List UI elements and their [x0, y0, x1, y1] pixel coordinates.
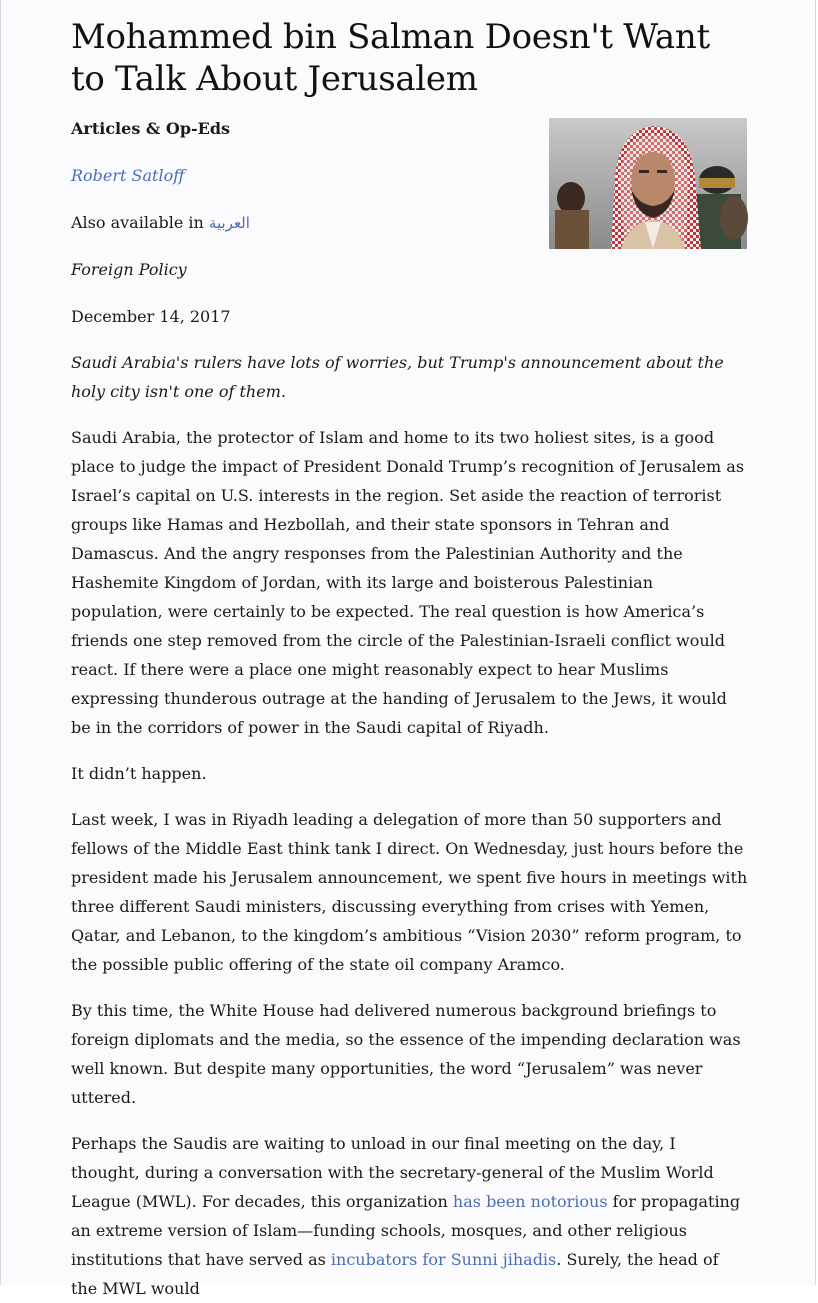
- paragraph-2: It didn’t happen.: [71, 764, 207, 783]
- hero-photo: [549, 118, 747, 249]
- paragraph-5-text-b: for propagating an extreme version of Islam—funding schools, mosques, and other religious institutions that have served as: [71, 1192, 741, 1269]
- paragraph-1: Saudi Arabia, the protector of Islam and home to its two holiest sites, is a good place to judge the impact of President Donald Trump’s recognition of Jerusalem as Israel’s capital on U.S. interests in the region. Set aside the reaction of terrorist groups like Hamas and Hezbollah, and their state sponsors in Tehran and Damascus. And the angry responses from the Palestinian Authority and the Hashemite Kingdom of Jordan, with its large and boisterous Palestinian population, were certainly to be expected. The real question is how America’s friends one step removed from the circle of the Palestinian-Israeli conflict would react. If there were a place one might reasonably expect to hear Muslims expressing thunderous outrage at the handing of Jerusalem to the Jews, it would be in the corridors of power in the Saudi capital of Riyadh.: [71, 428, 745, 737]
- article-meta: [71, 118, 749, 328]
- article-category: Articles & Op-Eds: [71, 119, 231, 138]
- incubators-link[interactable]: incubators for Sunni jihadis: [330, 1250, 557, 1269]
- notorious-link[interactable]: has been notorious: [452, 1192, 608, 1211]
- paragraph-5-text-a: Perhaps the Saudis are waiting to unload in our final meeting on the day, I thought, during a conversation with the secretary-general of the Muslim World League (MWL). For decades, this organization: [71, 1134, 714, 1211]
- paragraph-5: [71, 1129, 749, 1303]
- article-content: [71, 0, 749, 1303]
- publication-name: Foreign Policy: [71, 260, 187, 279]
- paragraph-3: Last week, I was in Riyadh leading a delegation of more than 50 supporters and fellows of the Middle East think tank I direct. On Wednesday, just hours before the president made his Jerusalem announcement, we spent five hours in meetings with three different Saudi ministers, discussing everything from crises with Yemen, Qatar, and Lebanon, to the kingdom’s ambitious “Vision 2030” reform program, to the possible public offering of the state oil company Aramco.: [71, 810, 748, 974]
- available-label: Also available in: [71, 213, 209, 232]
- paragraph-5-text-c: . Surely, the head of the MWL would: [71, 1250, 719, 1298]
- paragraph-4: By this time, the White House had delivered numerous background briefings to foreign diplomats and the media, so the essence of the impending declaration was well known. But despite many opportunities, the word “Jerusalem” was never uttered.: [71, 1001, 741, 1107]
- article-title: Mohammed bin Salman Doesn't Want to Talk About Jerusalem: [71, 17, 710, 99]
- author-link[interactable]: Robert Satloff: [71, 166, 185, 185]
- article-dek: Saudi Arabia's rulers have lots of worries, but Trump's announcement about the holy city isn't one of them.: [71, 353, 724, 401]
- arabic-language-link[interactable]: العربية: [208, 214, 250, 232]
- publication-date: December 14, 2017: [71, 307, 231, 326]
